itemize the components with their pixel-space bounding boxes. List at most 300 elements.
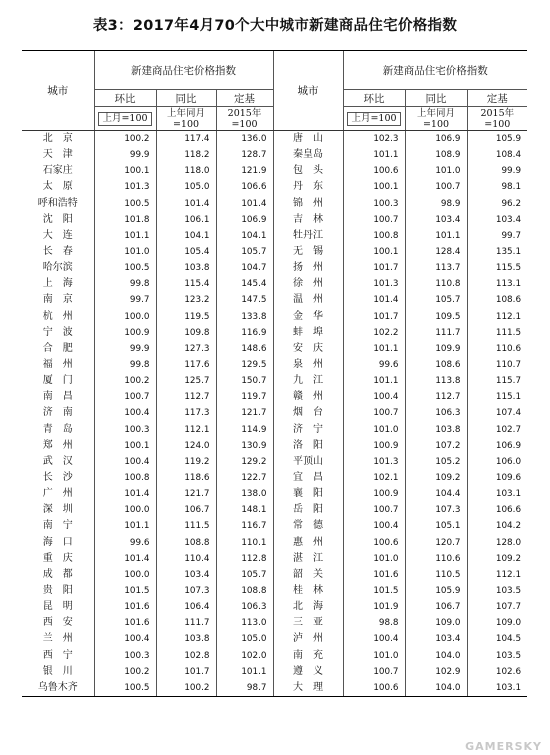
city-name: 成 都 (42, 568, 73, 580)
yoy-value: 105.4 (156, 244, 216, 260)
city-name: 赣 州 (273, 389, 343, 405)
city-name: 秦皇岛 (273, 147, 343, 163)
mom-value: 101.6 (94, 615, 156, 631)
yoy-value: 113.7 (405, 260, 467, 276)
base-value: 106.3 (216, 599, 273, 615)
yoy-value: 110.8 (405, 276, 467, 292)
mom-value: 100.4 (94, 454, 156, 470)
yoy-value: 103.8 (405, 422, 467, 438)
city-name: 济 宁 (273, 422, 343, 438)
mom-value: 100.7 (343, 502, 405, 518)
table-row (22, 502, 527, 518)
city-name: 西 安 (42, 617, 73, 629)
yoy-value: 108.8 (156, 535, 216, 551)
mom-value: 100.4 (343, 518, 405, 534)
city-name: 昆 明 (42, 601, 73, 613)
mom-value: 100.3 (94, 422, 156, 438)
base-value: 116.7 (216, 518, 273, 534)
mom-value: 102.1 (343, 470, 405, 486)
yoy-value: 106.7 (405, 599, 467, 615)
table-row (22, 276, 527, 292)
base-value: 116.9 (216, 325, 273, 341)
yoy-value: 101.0 (405, 163, 467, 179)
base-value: 110.1 (216, 535, 273, 551)
yoy-value: 101.1 (405, 228, 467, 244)
yoy-value: 111.7 (405, 325, 467, 341)
mom-value: 100.4 (94, 631, 156, 647)
table-row (22, 680, 527, 697)
yoy-value: 103.8 (156, 631, 216, 647)
table-row (22, 292, 527, 308)
city-name: 湛 江 (273, 551, 343, 567)
base-value: 121.7 (216, 405, 273, 421)
table-row (22, 405, 527, 421)
table-row (22, 341, 527, 357)
yoy-value: 103.4 (156, 567, 216, 583)
table-row (22, 518, 527, 534)
table-row (22, 470, 527, 486)
yoy-value: 106.3 (405, 405, 467, 421)
table-row (22, 599, 527, 615)
price-index-table (22, 50, 527, 697)
yoy-value: 117.4 (156, 131, 216, 148)
base-value: 147.5 (216, 292, 273, 308)
mom-value: 101.1 (343, 147, 405, 163)
yoy-value: 104.4 (405, 486, 467, 502)
mom-value: 101.0 (343, 648, 405, 664)
city-name: 洛 阳 (273, 438, 343, 454)
city-name: 太 原 (42, 181, 73, 193)
yoy-value: 101.7 (156, 664, 216, 680)
base-value: 98.7 (216, 680, 273, 697)
table-row (22, 131, 527, 148)
base-value: 112.1 (467, 309, 527, 325)
table-row (22, 179, 527, 195)
mom-value: 99.7 (94, 292, 156, 308)
yoy-value: 121.7 (156, 486, 216, 502)
yoy-value: 102.9 (405, 664, 467, 680)
base-value: 99.9 (467, 163, 527, 179)
yoy-value: 103.4 (405, 631, 467, 647)
base-value: 106.6 (467, 502, 527, 518)
city-name: 福 州 (42, 359, 73, 371)
city-name: 郑 州 (42, 439, 73, 451)
city-name: 西 宁 (42, 649, 73, 661)
mom-value: 100.9 (343, 438, 405, 454)
mom-header-left: 环比 (94, 90, 156, 107)
base-value: 148.1 (216, 502, 273, 518)
city-name: 北 海 (273, 599, 343, 615)
table-row (22, 357, 527, 373)
mom-value: 100.2 (94, 131, 156, 148)
city-name: 扬 州 (273, 260, 343, 276)
mom-value: 101.4 (343, 292, 405, 308)
city-name: 金 华 (273, 309, 343, 325)
city-name: 三 亚 (273, 615, 343, 631)
base-value: 106.9 (216, 212, 273, 228)
base-value: 105.7 (216, 244, 273, 260)
mom-value: 101.4 (94, 551, 156, 567)
mom-value: 99.8 (94, 276, 156, 292)
yoy-value: 109.5 (405, 309, 467, 325)
mom-value: 100.6 (343, 535, 405, 551)
mom-value: 100.1 (94, 163, 156, 179)
base-header-right: 定基 (467, 90, 527, 107)
yoy-value: 100.2 (156, 680, 216, 697)
mom-value: 100.2 (94, 664, 156, 680)
mom-value: 100.1 (94, 438, 156, 454)
base-value: 101.1 (216, 664, 273, 680)
city-name: 上 海 (42, 278, 73, 290)
yoy-value: 124.0 (156, 438, 216, 454)
mom-value: 100.1 (343, 244, 405, 260)
yoy-value: 117.3 (156, 405, 216, 421)
base-value: 113.0 (216, 615, 273, 631)
yoy-value: 120.7 (405, 535, 467, 551)
base-value: 103.1 (467, 680, 527, 697)
city-name: 惠 州 (273, 535, 343, 551)
base-value: 96.2 (467, 196, 527, 212)
base-value: 104.2 (467, 518, 527, 534)
table-row (22, 228, 527, 244)
yoy-value: 106.7 (156, 502, 216, 518)
mom-value: 100.4 (94, 405, 156, 421)
group-header-left: 新建商品住宅价格指数 (94, 51, 273, 90)
base-value: 150.7 (216, 373, 273, 389)
base-value: 108.4 (467, 147, 527, 163)
city-name: 安 庆 (273, 341, 343, 357)
yoy-value: 103.8 (156, 260, 216, 276)
mom-value: 99.6 (94, 535, 156, 551)
yoy-value: 100.7 (405, 179, 467, 195)
mom-value: 100.8 (94, 470, 156, 486)
base-value: 107.4 (467, 405, 527, 421)
base-value: 122.7 (216, 470, 273, 486)
yoy-value: 117.6 (156, 357, 216, 373)
mom-value: 100.0 (94, 309, 156, 325)
mom-value: 100.3 (343, 196, 405, 212)
mom-value: 100.0 (94, 502, 156, 518)
city-header-right: 城市 (273, 51, 343, 131)
yoy-value: 109.0 (405, 615, 467, 631)
city-name: 济 南 (42, 407, 73, 419)
base-value: 106.6 (216, 179, 273, 195)
mom-sub-left: 上月=100 (94, 107, 156, 131)
city-name: 吉 林 (273, 212, 343, 228)
mom-value: 101.5 (94, 583, 156, 599)
mom-value: 101.0 (94, 244, 156, 260)
yoy-value: 105.1 (405, 518, 467, 534)
city-name: 北 京 (42, 133, 73, 145)
mom-value: 100.7 (343, 212, 405, 228)
table-body (22, 131, 527, 697)
base-value: 115.7 (467, 373, 527, 389)
base-value: 105.0 (216, 631, 273, 647)
mom-value: 100.8 (343, 228, 405, 244)
city-name: 合 肥 (42, 342, 73, 354)
base-value: 113.1 (467, 276, 527, 292)
yoy-value: 119.5 (156, 309, 216, 325)
city-name: 大 连 (42, 229, 73, 241)
mom-value: 100.5 (94, 680, 156, 697)
mom-value: 100.4 (343, 631, 405, 647)
table-row (22, 309, 527, 325)
base-value: 148.6 (216, 341, 273, 357)
city-name: 岳 阳 (273, 502, 343, 518)
base-value: 104.7 (216, 260, 273, 276)
base-value: 105.7 (216, 567, 273, 583)
base-value: 98.1 (467, 179, 527, 195)
table-row (22, 648, 527, 664)
city-name: 长 沙 (42, 472, 73, 484)
base-value: 115.5 (467, 260, 527, 276)
yoy-sub-left: 上年同月=100 (156, 107, 216, 131)
city-name: 南 昌 (42, 391, 73, 403)
mom-value: 100.6 (343, 163, 405, 179)
city-name: 长 春 (42, 246, 73, 258)
base-value: 130.9 (216, 438, 273, 454)
mom-sub-right: 上月=100 (343, 107, 405, 131)
mom-value: 101.8 (94, 212, 156, 228)
table-row (22, 631, 527, 647)
mom-value: 99.9 (94, 341, 156, 357)
city-name: 乌鲁木齐 (22, 680, 94, 697)
base-value: 108.6 (467, 292, 527, 308)
mom-value: 101.1 (94, 228, 156, 244)
base-value: 121.9 (216, 163, 273, 179)
city-name: 呼和浩特 (37, 197, 78, 209)
city-name: 温 州 (273, 292, 343, 308)
city-name: 遵 义 (273, 664, 343, 680)
table-row (22, 244, 527, 260)
base-value: 99.7 (467, 228, 527, 244)
table-row (22, 454, 527, 470)
yoy-value: 106.4 (156, 599, 216, 615)
city-name: 石家庄 (42, 165, 73, 177)
base-value: 119.7 (216, 389, 273, 405)
mom-value: 101.1 (94, 518, 156, 534)
yoy-value: 123.2 (156, 292, 216, 308)
yoy-value: 118.6 (156, 470, 216, 486)
yoy-value: 108.6 (405, 357, 467, 373)
city-name: 常 德 (273, 518, 343, 534)
table-row (22, 212, 527, 228)
yoy-value: 107.3 (156, 583, 216, 599)
mom-value: 102.2 (343, 325, 405, 341)
mom-value: 101.0 (343, 551, 405, 567)
yoy-value: 112.1 (156, 422, 216, 438)
table-row (22, 486, 527, 502)
base-value: 136.0 (216, 131, 273, 148)
base-header-left: 定基 (216, 90, 273, 107)
city-name: 锦 州 (273, 196, 343, 212)
yoy-value: 103.4 (405, 212, 467, 228)
mom-value: 100.5 (94, 260, 156, 276)
table-row (22, 373, 527, 389)
table-row (22, 664, 527, 680)
table-row (22, 389, 527, 405)
base-value: 103.5 (467, 583, 527, 599)
yoy-value: 109.8 (156, 325, 216, 341)
yoy-value: 109.9 (405, 341, 467, 357)
table-title: 表3：2017年4月70个大中城市新建商品住宅价格指数 (92, 18, 458, 34)
city-name: 丹 东 (273, 179, 343, 195)
yoy-value: 111.7 (156, 615, 216, 631)
base-sub-left: 2015年=100 (216, 107, 273, 131)
city-name: 宜 昌 (273, 470, 343, 486)
yoy-value: 113.8 (405, 373, 467, 389)
table-row (22, 615, 527, 631)
base-value: 109.2 (467, 551, 527, 567)
city-name: 包 头 (273, 163, 343, 179)
table-row (22, 422, 527, 438)
yoy-value: 111.5 (156, 518, 216, 534)
table-row (22, 163, 527, 179)
city-name: 南 京 (42, 294, 73, 306)
table-row (22, 551, 527, 567)
base-value: 109.0 (467, 615, 527, 631)
mom-value: 101.6 (343, 567, 405, 583)
city-name: 唐 山 (273, 131, 343, 148)
base-value: 128.0 (467, 535, 527, 551)
mom-value: 100.3 (94, 648, 156, 664)
mom-value: 100.1 (343, 179, 405, 195)
mom-value: 100.7 (343, 405, 405, 421)
mom-value: 99.9 (94, 147, 156, 163)
base-value: 114.9 (216, 422, 273, 438)
city-name: 襄 阳 (273, 486, 343, 502)
yoy-value: 106.9 (405, 131, 467, 148)
city-name: 银 川 (42, 665, 73, 677)
yoy-header-left: 同比 (156, 90, 216, 107)
city-name: 兰 州 (42, 633, 73, 645)
city-name: 深 圳 (42, 504, 73, 516)
city-name: 贵 阳 (42, 585, 73, 596)
yoy-value: 104.0 (405, 680, 467, 697)
yoy-sub-right: 上年同月=100 (405, 107, 467, 131)
mom-value: 98.8 (343, 615, 405, 631)
mom-value: 100.4 (343, 389, 405, 405)
city-name: 青 岛 (42, 423, 73, 435)
table-row (22, 438, 527, 454)
mom-value: 101.7 (343, 260, 405, 276)
table-row (22, 325, 527, 341)
city-name: 蚌 埠 (273, 325, 343, 341)
mom-value: 101.1 (343, 373, 405, 389)
mom-value: 100.2 (94, 373, 156, 389)
mom-value: 101.3 (94, 179, 156, 195)
yoy-value: 125.7 (156, 373, 216, 389)
group-header-right: 新建商品住宅价格指数 (343, 51, 527, 90)
base-value: 138.0 (216, 486, 273, 502)
city-name: 海 口 (42, 536, 73, 548)
base-value: 105.9 (467, 131, 527, 148)
base-value: 106.0 (467, 454, 527, 470)
mom-value: 101.1 (343, 341, 405, 357)
yoy-value: 107.2 (405, 438, 467, 454)
city-name: 大 理 (273, 680, 343, 697)
city-name: 泉 州 (273, 357, 343, 373)
yoy-value: 105.9 (405, 583, 467, 599)
base-value: 109.6 (467, 470, 527, 486)
yoy-value: 110.4 (156, 551, 216, 567)
yoy-value: 112.7 (156, 389, 216, 405)
city-name: 杭 州 (42, 310, 73, 322)
mom-value: 101.3 (343, 276, 405, 292)
city-name: 南 宁 (42, 520, 73, 532)
table-row (22, 147, 527, 163)
yoy-value: 102.8 (156, 648, 216, 664)
base-value: 110.6 (467, 341, 527, 357)
yoy-value: 106.1 (156, 212, 216, 228)
base-value: 111.5 (467, 325, 527, 341)
city-name: 广 州 (42, 488, 73, 500)
city-name: 泸 州 (273, 631, 343, 647)
city-name: 韶 关 (273, 567, 343, 583)
base-value: 102.7 (467, 422, 527, 438)
yoy-header-right: 同比 (405, 90, 467, 107)
yoy-value: 112.7 (405, 389, 467, 405)
city-name: 徐 州 (273, 276, 343, 292)
watermark: GAMERSKY (465, 740, 542, 753)
base-value: 112.1 (467, 567, 527, 583)
yoy-value: 128.4 (405, 244, 467, 260)
base-value: 112.8 (216, 551, 273, 567)
mom-value: 99.6 (343, 357, 405, 373)
city-name: 烟 台 (273, 405, 343, 421)
base-value: 110.7 (467, 357, 527, 373)
base-value: 107.7 (467, 599, 527, 615)
table-row (22, 196, 527, 212)
city-name: 宁 波 (42, 326, 73, 338)
yoy-value: 109.2 (405, 470, 467, 486)
city-name: 厦 门 (42, 375, 73, 387)
mom-value: 101.3 (343, 454, 405, 470)
base-value: 102.6 (467, 664, 527, 680)
mom-value: 101.5 (343, 583, 405, 599)
base-value: 103.1 (467, 486, 527, 502)
base-value: 135.1 (467, 244, 527, 260)
city-name: 平顶山 (273, 454, 343, 470)
base-value: 145.4 (216, 276, 273, 292)
yoy-value: 107.3 (405, 502, 467, 518)
yoy-value: 105.7 (405, 292, 467, 308)
city-name: 重 庆 (42, 552, 73, 564)
yoy-value: 105.0 (156, 179, 216, 195)
city-name: 武 汉 (42, 455, 73, 467)
table-row (22, 567, 527, 583)
yoy-value: 104.0 (405, 648, 467, 664)
base-value: 128.7 (216, 147, 273, 163)
base-value: 129.5 (216, 357, 273, 373)
yoy-value: 115.4 (156, 276, 216, 292)
yoy-value: 119.2 (156, 454, 216, 470)
base-value: 102.0 (216, 648, 273, 664)
yoy-value: 104.1 (156, 228, 216, 244)
yoy-value: 98.9 (405, 196, 467, 212)
base-value: 115.1 (467, 389, 527, 405)
table-row (22, 535, 527, 551)
city-header-left: 城市 (22, 51, 94, 131)
yoy-value: 101.4 (156, 196, 216, 212)
base-value: 106.9 (467, 438, 527, 454)
mom-value: 100.9 (94, 325, 156, 341)
city-name: 哈尔滨 (42, 262, 73, 274)
base-value: 104.1 (216, 228, 273, 244)
yoy-value: 110.5 (405, 567, 467, 583)
base-value: 103.4 (467, 212, 527, 228)
city-name: 天 津 (42, 149, 73, 161)
